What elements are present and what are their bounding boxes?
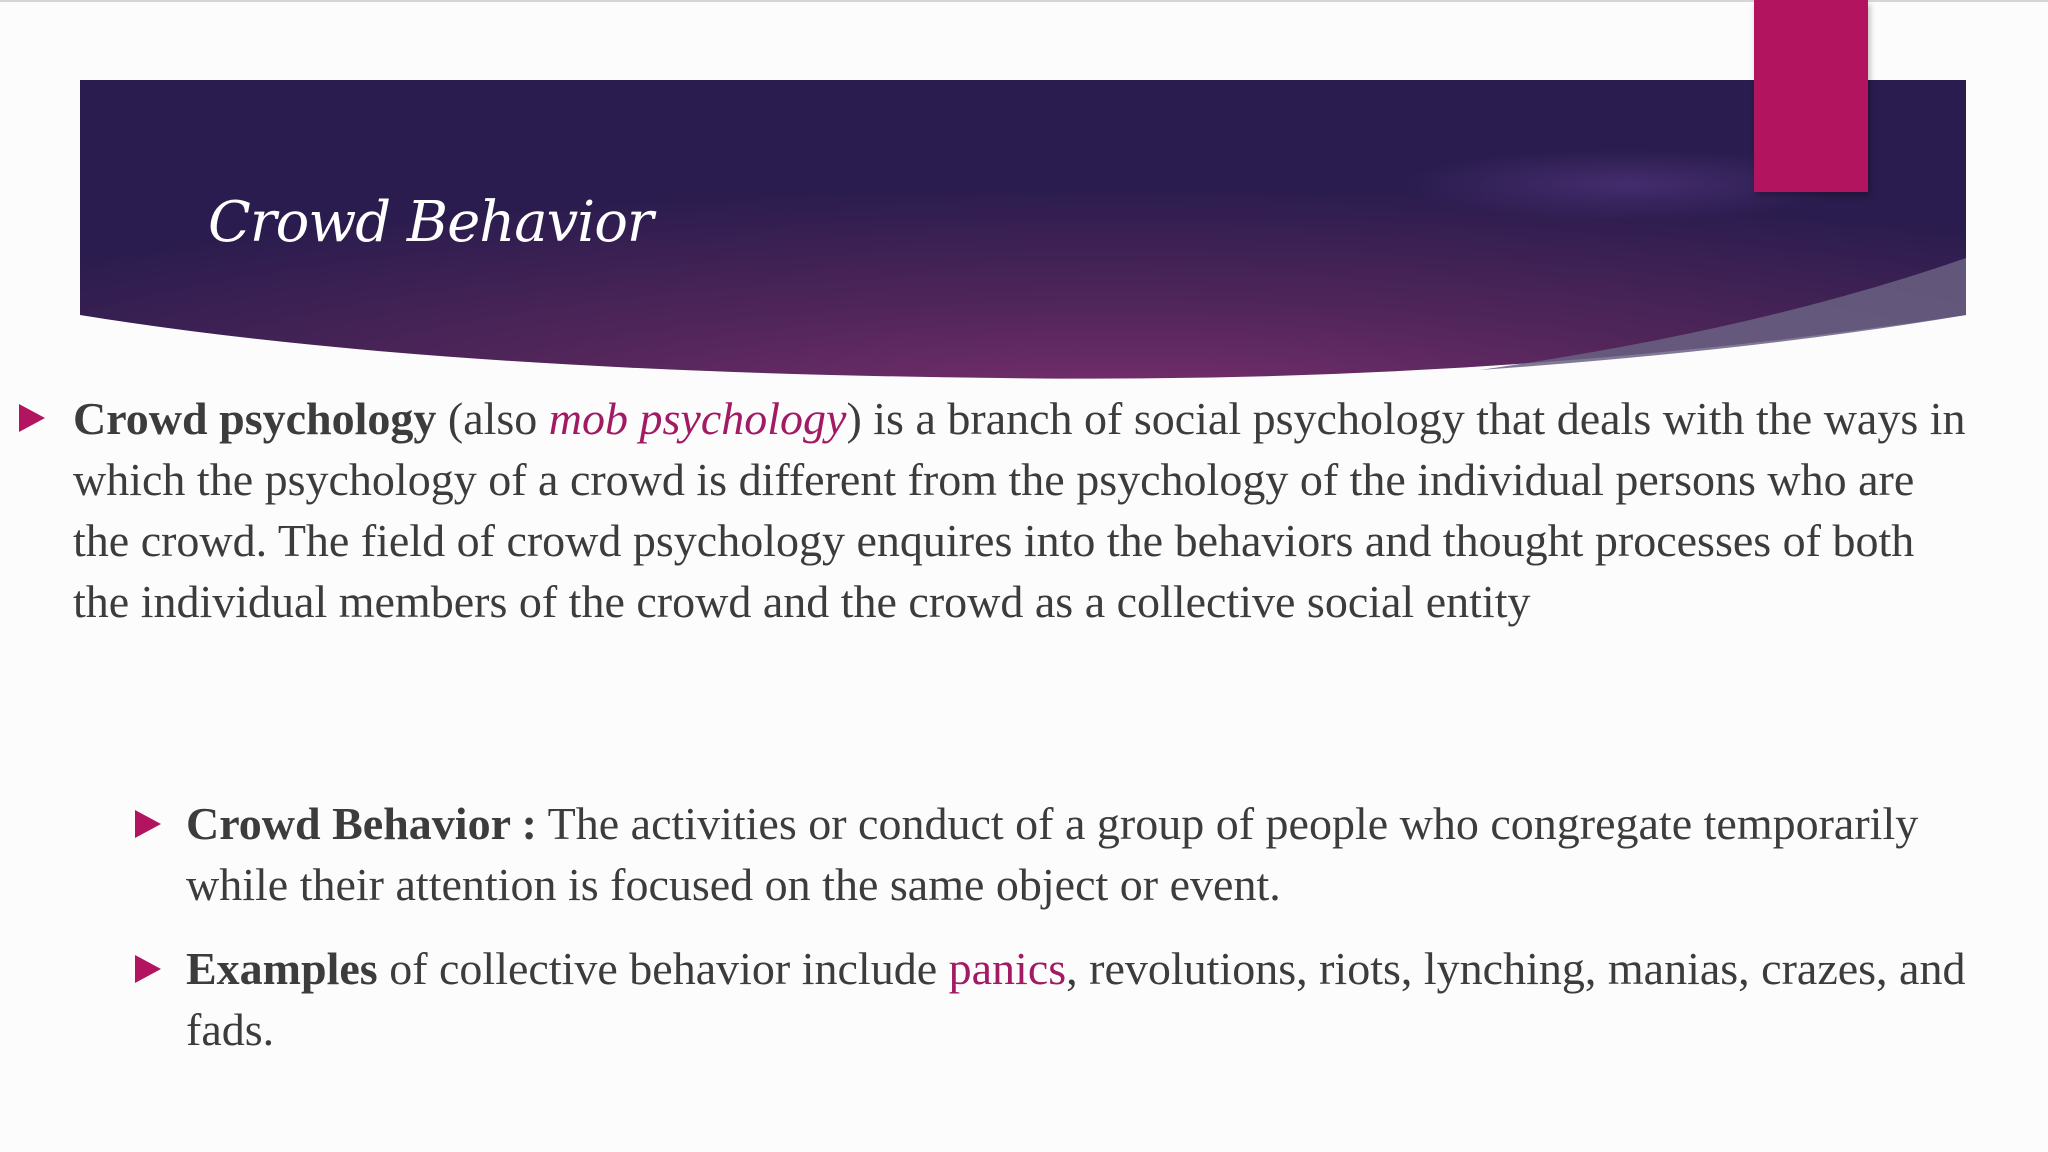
term-mob-psychology: mob psychology xyxy=(548,393,847,444)
paragraph-examples xyxy=(186,938,1966,1060)
paragraph-crowd-psychology xyxy=(73,388,1973,632)
term-crowd-behavior: Crowd Behavior : xyxy=(186,798,537,849)
term-examples: Examples xyxy=(186,943,378,994)
link-panics[interactable]: panics xyxy=(948,943,1067,994)
term-crowd-psychology: Crowd psychology xyxy=(73,393,437,444)
paragraph-crowd-behavior xyxy=(186,793,1966,915)
text-also: (also xyxy=(436,393,549,444)
accent-tab xyxy=(1754,0,1868,192)
text-examples-list: , revolutions, riots, lynching, manias, crazes, and fads. xyxy=(186,943,1966,1055)
text-examples-intro: of collective behavior include xyxy=(377,943,949,994)
text-definition: ) is a branch of social psychology that deals with the ways in which the psychology of a crowd is different from the psychology of the individual persons who are the crowd. The field of crowd psychology enquires into the behaviors and thought processes of both the individual members of the crowd and the crowd as a collective social entity xyxy=(73,393,1966,627)
text-crowd-behavior-definition: The activities or conduct of a group of people who congregate temporarily while their attention is focused on the same object or event. xyxy=(186,798,1919,910)
slide-title: Crowd Behavior xyxy=(208,190,653,255)
bullet-arrow-icon xyxy=(19,404,45,432)
bullet-arrow-icon xyxy=(135,955,161,983)
bullet-arrow-icon xyxy=(135,810,161,838)
